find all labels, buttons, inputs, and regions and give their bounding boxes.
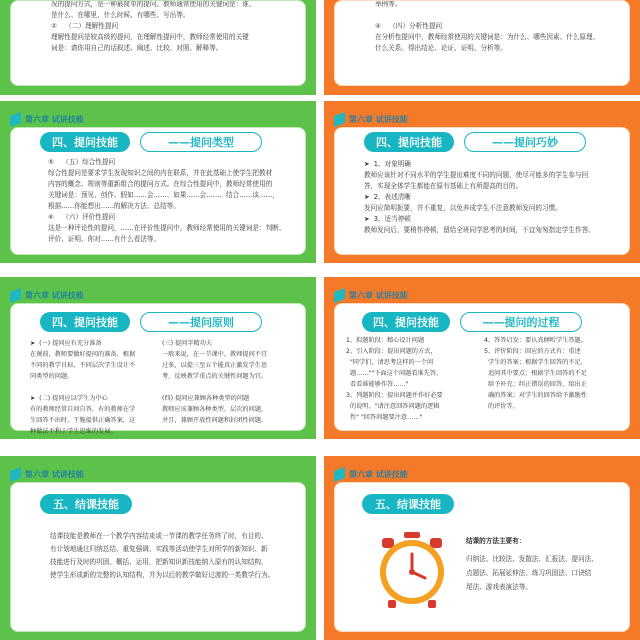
slide-1-text: 况的提问方式，是一种最简单的提问。教师通常使用的关键词是：谁、 是什么、在哪里、什么时候、有哪些、写出等。 ② （二）理解性提问 理解性提问是较高级的提问，在理解性提问中，教师经常使用的关键 词是：请你用自己的话叙述、阐述、比较、对照、解释等。 (51, 0, 256, 52)
slide-7-text: 结课技能是教师在一个教学内容结束或一节课的教学任务终了时，有目的、 有计划地通过归纳总结、重复强调、实践等活动使学生对所学的新知识、新 技能进行及时的巩固、概括、运用，把新知识新技能纳入原有的认知结构， 使学生形成新的完整的认知结构，并为以后的教学做好过渡的一类教学行为。 (50, 532, 275, 579)
slide-2-text: 举例等。 ④ （四）分析性提问 在分析性提问中，教师经常使用的关键词是：为什么、哪些因素、什么原理、 什么关系、得出结论、论证、证明、分析等。 (375, 0, 600, 52)
cube-icon (10, 290, 21, 301)
cube-icon (334, 290, 345, 301)
slide-5-col1: ➤ (一) 提问应有充分准备 在课前，教师要做好提问的准备，根据 不同的教学目标，不同层次学生设计不 同类型的问题。 ➤ (二) 提问应以学生为中心 有的教师经常自问自答，有的教师在学 生回答不出时，干脆提供正确答案，这 种做法不利于学生思维的发展。 (30, 340, 136, 435)
slide-4-text: ➤ 1、对象明确 教师应该针对不同水平的学生提出难度不同的问题，使尽可能多的学生参与回 答，实现全体学生都能在原有基础上有所提高的目的。 ➤ 2、表述清晰 发问应简明扼要，并不重复，以免养成学生不注意教师发问的习惯。 ➤ 3、适当停顿 教师发问后，要稍作停顿，留给全班同学思考的时间，不宜匆匆指定学生作答。 (364, 160, 595, 234)
slide-4-title: 四、提问技能 (364, 132, 454, 152)
slide-3-title: 四、提问技能 (40, 132, 130, 152)
slide-6-col1: 1、拟题阶段：精心设计问题 2、引入阶段：提出问题的方式， "同学们，请思考这样的一个问 题……""下面这个问题看谁先答， 看看谁能够作答……" 3、列题阶段：提出问题并作好必要 的说明。"请注意回答问题的逻辑 性" "回答问题要注意……" (346, 337, 443, 421)
slide-7-title: 五、结课技能 (40, 494, 132, 514)
slide-8 (324, 456, 640, 640)
cube-icon (10, 114, 21, 125)
slide-6-title: 四、提问技能 (362, 312, 450, 332)
slide-3-header: 第六章 试讲技能 (10, 111, 306, 127)
slide-4-header: 第六章 试讲技能 (334, 111, 630, 127)
slide-6 (324, 277, 640, 439)
cube-icon (334, 114, 345, 125)
alarm-clock-icon (370, 528, 454, 612)
slide-5-header: 第六章 试讲技能 (10, 287, 306, 303)
slide-7 (0, 456, 316, 640)
slide-3-subtitle: ——提问类型 (140, 132, 262, 152)
slide-8-list: 归纳法、比较法、发散法、汇报法、提问法、 点题法、拓展延伸法、练习巩固法、口诀结 尾法、游戏表演法等。 (466, 555, 598, 591)
slide-5-subtitle: ——提问原则 (140, 312, 262, 332)
slide-8-title: 五、结课技能 (362, 494, 454, 514)
cube-icon (334, 469, 345, 480)
slide-6-header: 第六章 试讲技能 (334, 287, 630, 303)
slide-5 (0, 277, 316, 439)
slide-2 (324, 0, 640, 95)
cube-icon (10, 469, 21, 480)
slide-4-subtitle: ——提问巧妙 (464, 132, 586, 152)
slide-3 (0, 101, 316, 263)
slide-5-title: 四、提问技能 (40, 312, 130, 332)
slide-1 (0, 0, 316, 95)
slide-8-header: 第六章 试讲技能 (334, 466, 630, 482)
slide-5-col2: (三) 提问字精功夫 一般来说，在一节课中，教师提问不宜 过多，以提三至五个能真正激发学生思 考，反映教学重点的关键性问题为宜。 (四) 提问应兼顾各种类型的问题 教师应该兼顾各种类型、层次的问题， 并且，兼顾开放性问题和封闭性问题。 (162, 340, 268, 424)
slide-7-header: 第六章 试讲技能 (10, 466, 306, 482)
slide-6-col2: 4、答答启发：要认真倾听学生答题。 5、评价阶段：回应的方式有：重述 学生的答案；根据学生回答的不足， 追问其中要点；根据学生回答的不足 给予补充；纠正错误的回答，给出正 确的答案；对学生的回答给予激励性 的评价等。 (484, 337, 587, 410)
slide-6-subtitle: ——提问的过程 (460, 312, 582, 332)
slide-3-text: ⑤ （五）综合性提问 综合性提问是要求学生发现知识之间的内在联系，并在此基础上使学生把教材 内容的概念、规则等重新组合的提问方式。在综合性提问中，教师经常使用的 关键词是：预见、创作、假如……会……、如果……会……、结合……谈……， 根据……你能想出……的解决方法、总结等。 ⑥ （六）评价性提问 这是一种评论性的提问，……在评价性提问中，教师经常使用的关键词是：判断、 评价、证明、你对……有什么看法等。 (48, 158, 286, 243)
slide-8-list-title: 结课的方法主要有： (466, 537, 526, 545)
slide-4 (324, 101, 640, 263)
